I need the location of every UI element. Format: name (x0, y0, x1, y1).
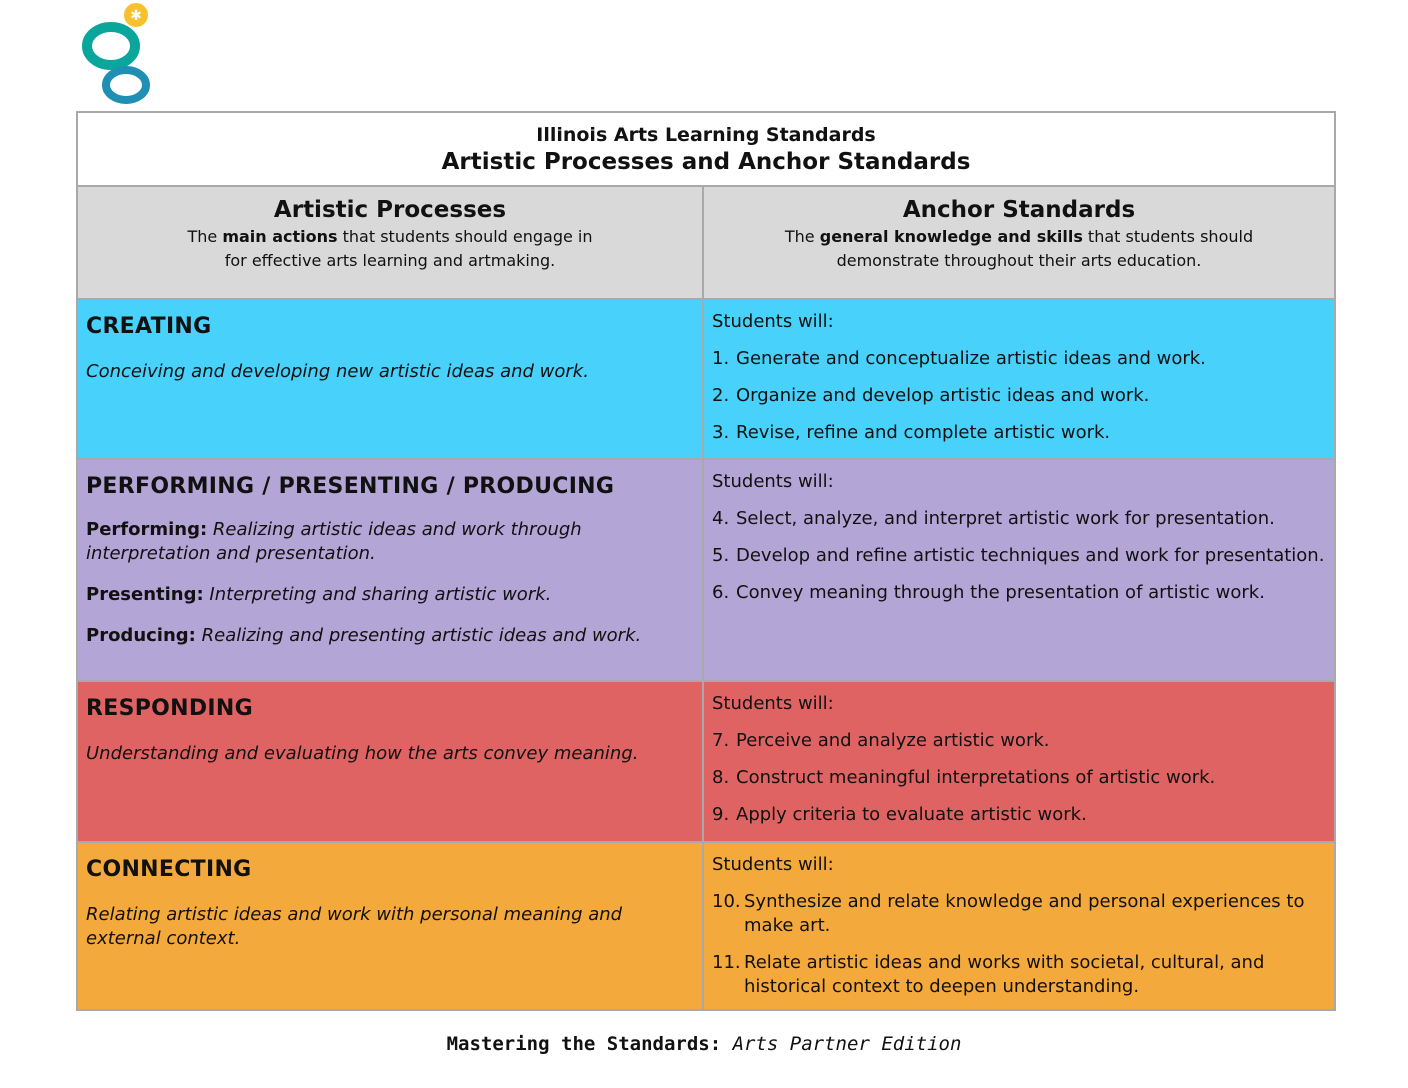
responding-process-cell (78, 682, 704, 841)
responding-description: Understanding and evaluating how the arts convey meaning. (86, 743, 639, 764)
anchor-standards-description: The general knowledge and skills that students should demonstrate throughout their arts education. (784, 227, 1254, 270)
table-title-line1: Illinois Arts Learning Standards (536, 124, 876, 146)
creating-standards-list (712, 347, 1326, 445)
connecting-description: Relating artistic ideas and work with personal meaning and external context. (86, 904, 623, 949)
connecting-title: CONNECTING (86, 857, 252, 882)
producing-subsection: Producing: Realizing and presenting artistic ideas and work. (86, 625, 642, 646)
presenting-subsection: Presenting: Interpreting and sharing artistic work. (86, 584, 552, 605)
performing-title: PERFORMING / PRESENTING / PRODUCING (86, 474, 615, 499)
responding-standards-list (712, 729, 1326, 827)
organization-logo-icon (78, 2, 154, 106)
students-will-label: Students will: (712, 854, 834, 875)
performing-row (78, 460, 1334, 682)
performing-standards-cell (704, 460, 1334, 680)
responding-standards-cell (704, 682, 1334, 841)
list-item: 5. Develop and refine artistic techniques and work for presentation. (712, 545, 1325, 566)
list-item: 10. Synthesize and relate knowledge and personal experiences to make art. (712, 891, 1305, 936)
connecting-standards-list (712, 890, 1326, 999)
list-item: 3. Revise, refine and complete artistic work. (712, 422, 1111, 443)
students-will-label: Students will: (712, 471, 834, 492)
footer-bold-text: Mastering the Standards: (446, 1033, 722, 1055)
list-item: 1. Generate and conceptualize artistic ideas and work. (712, 348, 1206, 369)
list-item: 4. Select, analyze, and interpret artistic work for presentation. (712, 508, 1275, 529)
students-will-label: Students will: (712, 311, 834, 332)
list-item: 8. Construct meaningful interpretations of artistic work. (712, 767, 1216, 788)
page-footer (0, 1030, 1408, 1058)
performing-subsection: Performing: Realizing artistic ideas and work through interpretation and presentation. (86, 519, 582, 564)
list-item: 2. Organize and develop artistic ideas and work. (712, 385, 1150, 406)
footer-italic-text: Arts Partner Edition (732, 1033, 962, 1055)
creating-process-cell (78, 300, 704, 458)
creating-title: CREATING (86, 314, 212, 339)
artistic-processes-header (78, 187, 704, 298)
connecting-process-cell (78, 843, 704, 1009)
students-will-label: Students will: (712, 693, 834, 714)
creating-row (78, 300, 1334, 460)
creating-standards-cell (704, 300, 1334, 458)
standards-table (76, 111, 1336, 1011)
table-title-line2: Artistic Processes and Anchor Standards (441, 149, 971, 175)
creating-description: Conceiving and developing new artistic ideas and work. (86, 361, 589, 382)
artistic-processes-description: The main actions that students should engage in for effective arts learning and artmaking. (187, 227, 593, 270)
list-item: 6. Convey meaning through the presentation of artistic work. (712, 582, 1265, 603)
connecting-standards-cell (704, 843, 1334, 1009)
responding-row (78, 682, 1334, 843)
performing-standards-list (712, 507, 1326, 605)
performing-process-cell (78, 460, 704, 680)
artistic-processes-title: Artistic Processes (273, 197, 507, 223)
connecting-row (78, 843, 1334, 1009)
table-title (78, 113, 1334, 187)
column-header-row (78, 187, 1334, 300)
anchor-standards-header (704, 187, 1334, 298)
list-item: 9. Apply criteria to evaluate artistic work. (712, 804, 1087, 825)
anchor-standards-title: Anchor Standards (902, 197, 1136, 223)
list-item: 11. Relate artistic ideas and works with societal, cultural, and historical context to deepen understanding. (712, 952, 1265, 997)
svg-text:✱: ✱ (130, 8, 142, 24)
list-item: 7. Perceive and analyze artistic work. (712, 730, 1050, 751)
responding-title: RESPONDING (86, 696, 253, 721)
